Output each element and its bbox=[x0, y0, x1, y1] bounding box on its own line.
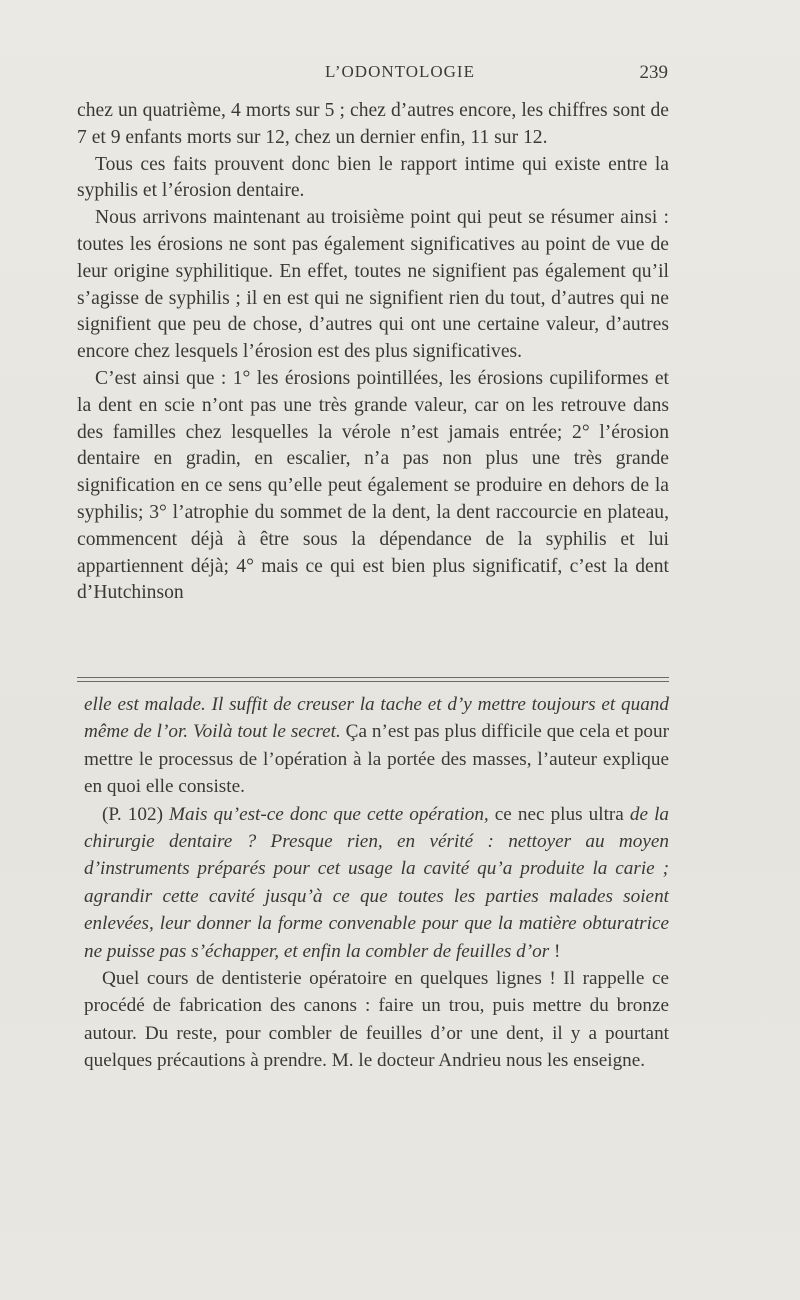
running-title: L’ODONTOLOGIE bbox=[325, 62, 475, 81]
paragraph: Tous ces faits prouvent donc bien le rapport intime qui existe entre la syphilis et l’érosion dentaire. bbox=[77, 153, 669, 202]
italic-run: elle est malade. Il suffit de creuser la tache et d’y mettre toujours et quand même de l’or. Voilà tout le secret. bbox=[84, 694, 669, 743]
separator-rule-bottom bbox=[77, 681, 669, 682]
quoted-text bbox=[84, 691, 669, 1075]
roman-run: ce nec plus ultra bbox=[488, 803, 630, 825]
quote-paragraph bbox=[84, 801, 669, 965]
roman-run: Ça n’est pas plus difficile que cela et pour mettre le processus de l’opération à la portée des masses, l’auteur explique en quoi elle consiste. bbox=[84, 721, 669, 798]
roman-run: (P. 102) bbox=[102, 803, 170, 825]
page-number: 239 bbox=[639, 62, 668, 83]
paragraph-continuation: chez un quatrième, 4 morts sur 5 ; chez d’autres encore, les chiffres sont de 7 et 9 enfants morts sur 12, chez un dernier enfin, 11 sur 12. bbox=[77, 100, 669, 148]
running-head bbox=[0, 62, 800, 86]
italic-run: de la chirurgie dentaire ? Presque rien, en vérité : nettoyer au moyen d’instruments préparés pour cet usage la cavité qu’a produite la carie ; agrandir cette cavité jusqu’à ce que toutes les parties malades soient enlevées, leur donner la forme convenable pour que la matière obturatrice ne puisse pas s’échapper, et enfin la combler de feuilles d’or bbox=[84, 803, 669, 962]
paragraph: Nous arrivons maintenant au troisième point qui peut se résumer ainsi : toutes les érosions ne sont pas également significatives au point de vue de leur origine syphilitique. En effet, toutes ne signifient pas également qu’il s’agisse de syphilis ; il en est qui ne signifient rien du tout, d’autres qui ne signifient que peu de chose, d’autres qui ont une certaine valeur, d’autres encore chez lesquels l’érosion est des plus significatives. bbox=[77, 207, 669, 363]
italic-run: Mais qu’est-ce donc que cette opération, bbox=[169, 803, 489, 825]
quote-paragraph: Quel cours de dentisterie opératoire en quelques lignes ! Il rappelle ce procédé de fabrication des canons : faire un trou, puis mettre du bronze autour. Du reste, pour combler de feuilles d’or une dent, il y a pourtant quelques précautions à prendre. M. le docteur Andrieu nous les enseigne. bbox=[84, 968, 669, 1072]
quote-paragraph bbox=[84, 691, 669, 801]
main-text bbox=[77, 98, 669, 607]
paragraph: C’est ainsi que : 1° les érosions pointillées, les érosions cupiliformes et la dent en scie n’ont pas une très grande valeur, car on les retrouve dans des familles chez lesquelles la vérole n’est jamais entrée; 2° l’érosion dentaire en gradin, en escalier, n’a pas non plus une très grande signification en ce sens qu’elle peut également se produire en dehors de la syphilis; 3° l’atrophie du sommet de la dent, la dent raccourcie en plateau, commencent déjà à être sous la dépendance de la syphilis et lui appartiennent déjà; 4° mais ce qui est bien plus significatif, c’est la dent d’Hutchinson bbox=[77, 367, 669, 604]
roman-run: ! bbox=[549, 940, 561, 962]
separator-rule-top bbox=[77, 677, 669, 678]
